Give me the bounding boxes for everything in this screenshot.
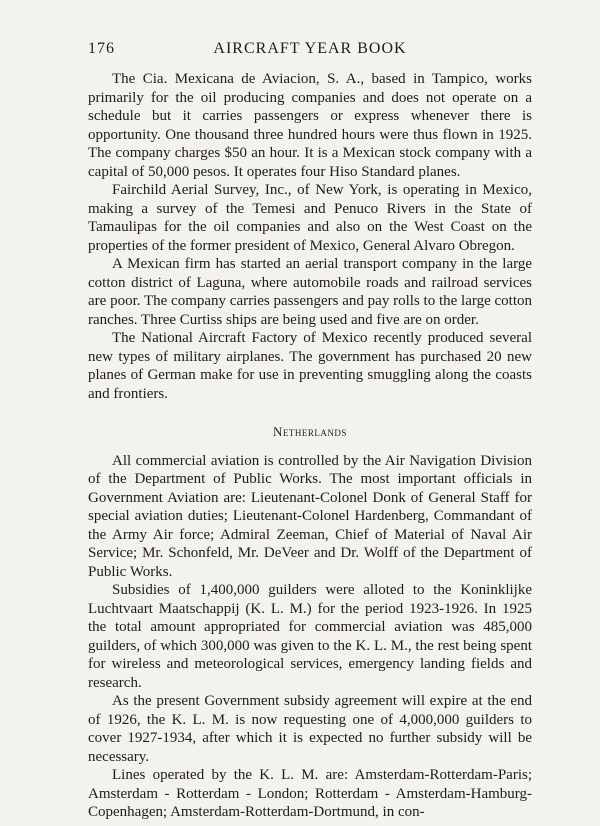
page-body [88,70,532,822]
paragraph: The National Aircraft Factory of Mexico recently produced several new types of military airplanes. The government has purchased 20 new planes of German make for use in preventing smuggling along the coasts and frontiers. [88,330,532,402]
paragraph: Lines operated by the K. L. M. are: Amsterdam-Rotterdam-Paris; Amsterdam - Rotterdam - London; Rotterdam - Amsterdam-Hamburg-Copenhagen; Amsterdam-Rotterdam-Dortmund, in con- [88,767,532,820]
paragraph: The Cia. Mexicana de Aviacion, S. A., based in Tampico, works primarily for the oil producing companies and does not operate on a schedule but it carries passengers or express whenever there is opportunity. One thousand three hundred hours were thus flown in 1925. The company charges $50 an hour. It is a Mexican stock company with a capital of 50,000 pesos. It operates four Hiso Standard planes. [88,71,532,180]
section-heading: Netherlands [273,424,347,439]
paragraph: Subsidies of 1,400,000 guilders were alloted to the Koninklijke Luchtvaart Maatschappij (K. L. M.) for the period 1923-1926. In 1925 the total amount appropriated for commercial aviation was 485,000 guilders, of which 300,000 was given to the K. L. M., the rest being spent for wireless and meteorological services, emergency landing fields and research. [88,582,532,691]
paragraph: A Mexican firm has started an aerial transport company in the large cotton district of Laguna, where automobile roads and railroad services are poor. The company carries passengers and pay rolls to the large cotton ranches. Three Curtiss ships are being used and five are on order. [88,256,532,328]
page-number: 176 [88,40,115,57]
paragraph: As the present Government subsidy agreement will expire at the end of 1926, the K. L. M. is now requesting one of 4,000,000 guilders to cover 1927-1934, after which it is expected no further subsidy will be necessary. [88,693,532,765]
paragraph: Fairchild Aerial Survey, Inc., of New York, is operating in Mexico, making a survey of the Temesi and Penuco Rivers in the State of Tamaulipas for the oil companies and also on the West Coast on the properties of the former president of Mexico, General Alvaro Obregon. [88,182,532,254]
page-header [88,40,532,62]
running-title: AIRCRAFT YEAR BOOK [213,40,407,57]
paragraph: All commercial aviation is controlled by the Air Navigation Division of the Department of Public Works. The most important officials in Government Aviation are: Lieutenant-Colonel Donk of General Staff for special aviation duties; Lieutenant-Colonel Hardenberg, Commandant of the Army Air force; Admiral Zeeman, Chief of Material of Naval Air Service; Mr. Schonfeld, Mr. DeVeer and Dr. Wolff of the Department of Public Works. [88,452,532,580]
